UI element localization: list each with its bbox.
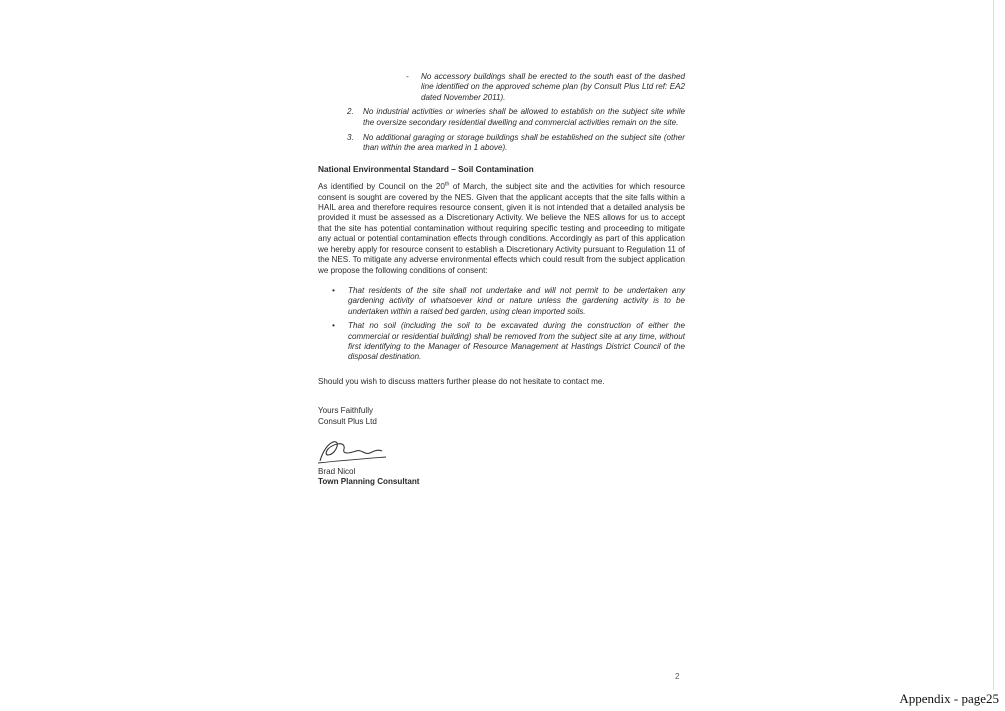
item-number: 3. [347, 133, 354, 143]
para-text-start: As identified by Council on the 20 [318, 182, 445, 192]
condition-text: That no soil (including the soil to be excavated during the construction of either the commercial or residential building) shall be removed from the subject site at any time, without first identifying to the Manager of Resource Management at Hastings District Council of the disposal destination. [348, 321, 685, 362]
numbered-item [318, 107, 685, 128]
section-heading: National Environmental Standard – Soil Contamination [318, 163, 534, 174]
numbered-item [318, 133, 685, 154]
appendix-footer-label: Appendix - page25 [899, 691, 999, 706]
signer-name: Brad Nicol [318, 466, 356, 476]
consent-conditions-list [318, 286, 685, 363]
bullet-marker: - [406, 72, 409, 81]
signoff-line: Yours Faithfully [318, 406, 374, 416]
item-text: No industrial activities or wineries shall be allowed to establish on the subject site while the oversize secondary residential dwelling and commercial activities remain on the site. [363, 107, 685, 127]
closing-line: Should you wish to discuss matters further please do not hesitate to contact me. [318, 376, 605, 386]
ordinal-suffix: th [444, 181, 450, 188]
item-text: No additional garaging or storage buildings shall be established on the subject site (other than within the area marked in 1 above). [363, 133, 685, 153]
signature-scribble [316, 435, 396, 467]
scan-edge-line [993, 0, 994, 690]
signer-title: Town Planning Consultant [318, 477, 420, 487]
bullet-text: No accessory buildings shall be erected to the south east of the dashed line identified on the approved scheme plan (by Consult Plus Ltd ref: EA2 dated November 2011). [421, 72, 685, 102]
accessory-buildings-bullet [318, 72, 685, 103]
condition-item [318, 321, 685, 363]
company-name: Consult Plus Ltd [318, 416, 377, 426]
signoff-block [318, 406, 685, 488]
condition-bullet: • [332, 285, 335, 295]
nes-paragraph [318, 182, 685, 276]
condition-bullet: • [332, 321, 335, 331]
page-number: 2 [675, 672, 680, 681]
letter-body [318, 72, 685, 488]
condition-text: That residents of the site shall not undertake and will not permit to be undertaken any gardening activity of whatsoever kind or nature unless the gardening activity is to be undertaken within a raised bed garden, using clean imported soils. [348, 285, 685, 316]
signature [318, 435, 685, 465]
numbered-conditions-list [318, 107, 685, 154]
para-text-rest: of March, the subject site and the activities for which resource consent is sought are covered by the NES. Given that the applicant accepts that the site falls within a HAIL area and therefore requires resource consent, given it is not intended that a detailed analysis be provided it must be assessed as a Discretionary Activity. We believe the NES allows for us to accept that the site has potential contamination without requiring specific testing and proceeding to mitigate any actual or potential contamination effects through conditions. Accordingly as part of this application we hereby apply for resource consent to establish a Discretionary Activity pursuant to Regulation 11 of the NES. To mitigate any adverse environmental effects which could result from the subject application we propose the following conditions of consent: [318, 182, 685, 275]
condition-item [318, 286, 685, 317]
item-number: 2. [347, 107, 354, 117]
